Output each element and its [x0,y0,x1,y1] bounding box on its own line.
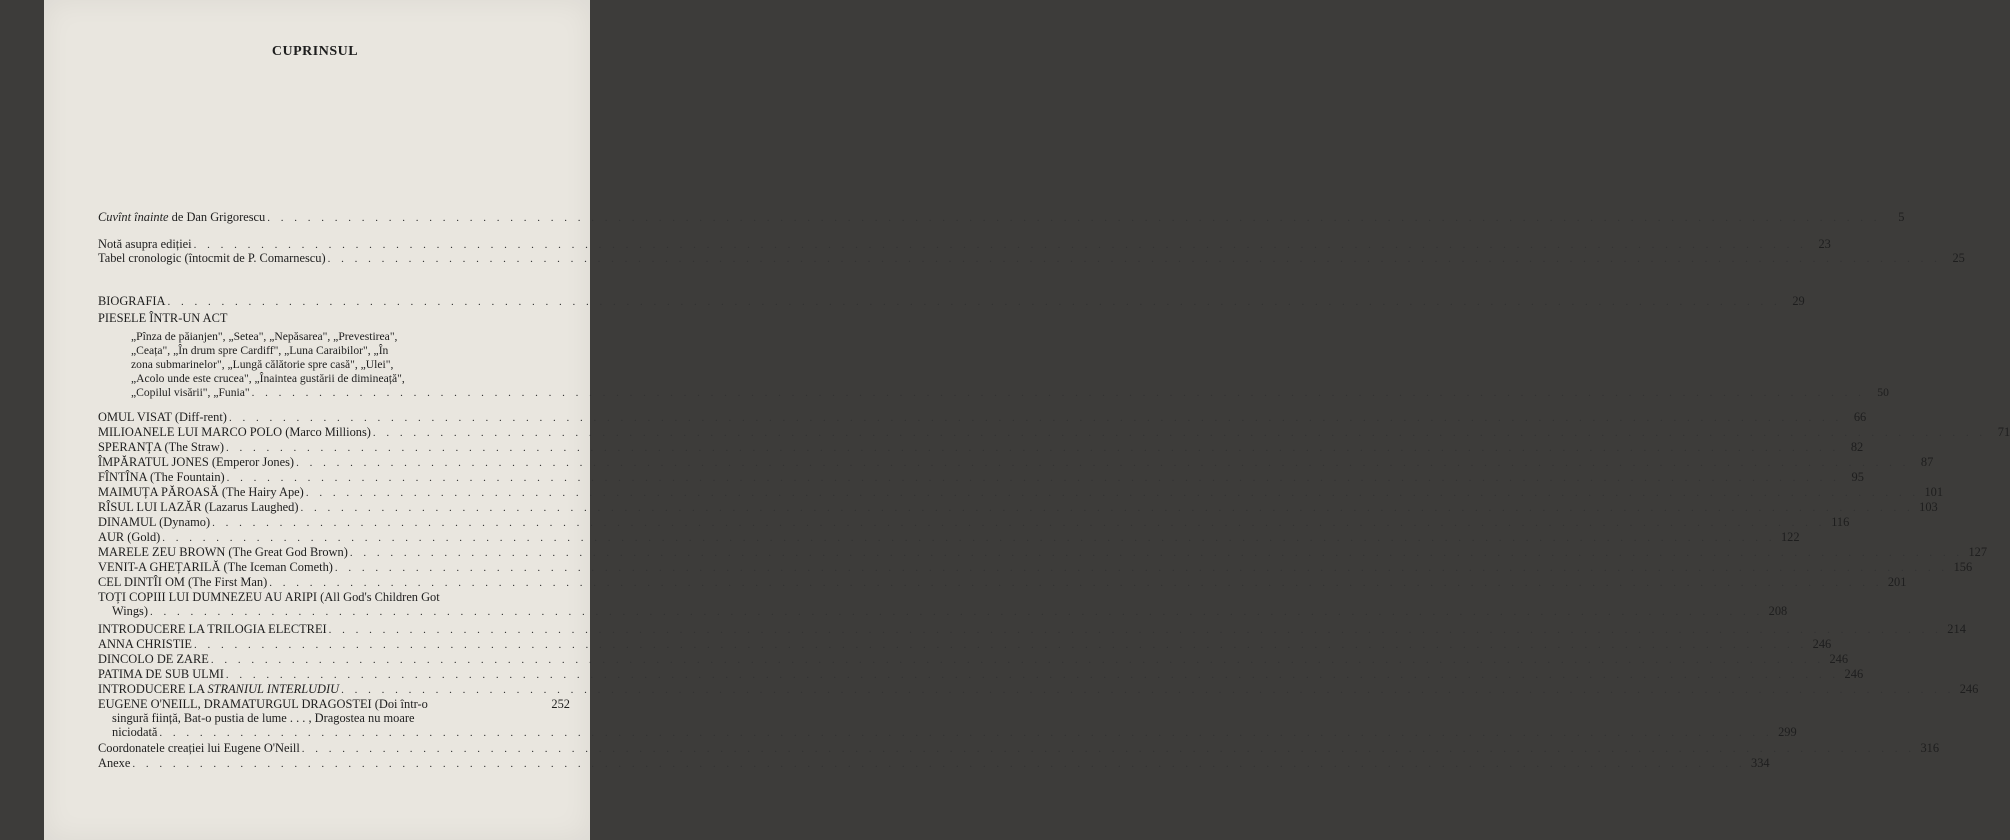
toc-title-part: MILIOANELE LUI MARCO POLO (Marco Millions) [98,425,371,439]
toc-title-part: BIOGRAFIA [98,294,166,308]
page-number: 246 [1829,652,1849,666]
page-number: 122 [1780,530,1800,544]
toc-entry-omul [98,410,1867,425]
toc-title-part: ANNA CHRISTIE [98,637,192,651]
dot-leader: . . . . . . . . . . . . . . . . . . . . . . . . . . . . . . . . . . . . . . . . . . . . . . . . . . . . . . . . . . . . . . . . . . . . . . . . . . . . . . . . . . . . . . . . . . . . . . . . . . . . . . . . . . . . . . . . . . . . . . . . [132,758,1746,770]
toc-title-part: Cuvînt înainte [98,210,169,224]
page-number: 156 [1953,560,1973,574]
toc-title-part: Coordonatele creației lui Eugene O'Neill [98,741,300,755]
toc-entry-cel [98,575,1907,590]
toc-title-part: PATIMA DE SUB ULMI [98,667,224,681]
dot-leader: . . . . . . . . . . . . . . . . . . . . . . . . . . . . . . . . . . . . . . . . . . . . . . . . . . . . . . . . . . . . . . . . . . . . . . . . . . . . . . . . . . . . . . . . . . . . . . . . . . . . . . . . . . . . . . . . . . . . . . . . [372,427,1987,439]
toc-entry-title [98,697,428,711]
page-number: 116 [1831,515,1850,529]
dot-leader: . . . . . . . . . . . . . . . . . . . . . . . . . . . . . . . . . . . . . . . . . . . . . . . . . . . . . . . . . . . . . . . . . . . . . . . . . . . . . . . . . . . . . . . . . . . . . . . . . . . . . . . . . . . . . . . . . . . . . . . . [267,212,1881,224]
dot-leader: . . . . . . . . . . . . . . . . . . . . . . . . . . . . . . . . . . . . . . . . . . . . . . . . . . . . . . . . . . . . . . . . . . . . . . . . . . . . . . . . . . . . . . . . . . . . . . . . . . . . . . . . . . . . . . . . . . . . . . . . [193,239,1807,251]
page-number: 299 [1778,725,1797,739]
page-number: 50 [1877,386,1889,399]
toc-entry-title [98,530,160,544]
page-number: 246 [1959,682,1979,696]
toc-entry-cuvant [98,210,1905,225]
dot-leader: . . . . . . . . . . . . . . . . . . . . . . . . . . . . . . . . . . . . . . . . . . . . . . . . . . . . . . . . . . . . . . . . . . . . . . . . . . . . . . . . . . . . . . . . . . . . . . . . . . . . . . . . . . . . . . . . . . . . . . . . [212,517,1826,529]
dot-leader: . . . . . . . . . . . . . . . . . . . . . . . . . . . . . . . . . . . . . . . . . . . . . . . . . . . . . . . . . . . . . . . . . . . . . . . . . . . . . . . . . . . . . . . . . . . . . . . . . . . . . . . . . . . . . . . . . . . . . . . . [296,457,1910,469]
toc-entry-title [98,311,227,325]
toc-entry-title [98,425,371,439]
toc-entry-venit [98,560,1973,575]
page-number: 101 [1924,485,1944,499]
page-number: 87 [1920,455,1934,469]
page-number: 246 [1812,637,1832,651]
toc-title-part: EUGENE O'NEILL, DRAMATURGUL DRAGOSTEI (Doi într-o [98,697,428,711]
toc-title-part: DINCOLO DE ZARE [98,652,209,666]
toc-entry-coordonatele [98,741,1940,756]
toc-title-part: INTRODUCERE LA TRILOGIA ELECTREI [98,622,327,636]
toc-entry-title [98,251,326,265]
toc-title-part: TOȚI COPIII LUI DUMNEZEU AU ARIPI (All God's Children Got [98,590,440,604]
toc-title-part: CEL DINTÎI OM (The First Man) [98,575,268,589]
toc-entry-dinamul [98,515,1850,530]
dot-leader: . . . . . . . . . . . . . . . . . . . . . . . . . . . . . . . . . . . . . . . . . . . . . . . . . . . . . . . . . . . . . . . . . . . . . . . . . . . . . . . . . . . . . . . . . . . . . . . . . . . . . . . . . . . . . . . . . . . . . . . . [149,606,1764,618]
toc-entry-introducere1 [98,622,1966,637]
toc-title-part: Anexe [98,756,131,770]
toc-entry-biografia [98,294,1805,309]
toc-entry-title [98,575,267,589]
toc-title-part: Tabel cronologic (întocmit de P. Comarnescu) [98,251,326,265]
toc-entry-anna [98,637,1832,652]
dot-leader: . . . . . . . . . . . . . . . . . . . . . . . . . . . . . . . . . . . . . . . . . . . . . . . . . . . . . . . . . . . . . . . . . . . . . . . . . . . . . . . . . . . . . . . . . . . . . . . . . . . . . . . . . . . . . . . . . . . . . . . . [193,639,1808,651]
toc-entry-piesele [98,311,570,325]
page-number: 208 [1768,604,1788,618]
toc-entry-title [98,410,227,424]
toc-title-part: FÎNTÎNA (The Fountain) [98,470,225,484]
toc-entry-continuation: „Copilul visării", „Funia" [131,386,250,399]
dot-leader: . . . . . . . . . . . . . . . . . . . . . . . . . . . . . . . . . . . . . . . . . . . . . . . . . . . . . . . . . . . . . . . . . . . . . . . . . . . . . . . . . . . . . . . . . . . . . . . . . . . . . . . . . . . . . . . . . . . . . . . . [341,684,1955,696]
dot-leader: . . . . . . . . . . . . . . . . . . . . . . . . . . . . . . . . . . . . . . . . . . . . . . . . . . . . . . . . . . . . . . . . . . . . . . . . . . . . . . . . . . . . . . . . . . . . . . . . . . . . . . . . . . . . . . . . . . . . . . . . [228,412,1843,424]
toc-entry-toti [98,590,1788,619]
toc-entry-continuation: „Ceața", „În drum spre Cardiff", „Luna Caraibilor", „În [131,344,389,357]
page-number: 246 [1844,667,1864,681]
dot-leader: . . . . . . . . . . . . . . . . . . . . . . . . . . . . . . . . . . . . . . . . . . . . . . . . . . . . . . . . . . . . . . . . . . . . . . . . . . . . . . . . . . . . . . . . . . . . . . . . . . . . . . . . . . . . . . . . . . . . . . . . [349,547,1964,559]
dot-leader: . . . . . . . . . . . . . . . . . . . . . . . . . . . . . . . . . . . . . . . . . . . . . . . . . . . . . . . . . . . . . . . . . . . . . . . . . . . . . . . . . . . . . . . . . . . . . . . . . . . . . . . . . . . . . . . . . . . . . . . . [251,387,1865,399]
toc-entry-title [98,756,130,770]
page-number: 23 [1818,237,1831,251]
toc-entry-eugene [98,697,1797,740]
toc-title-part: OMUL VISAT (Diff-rent) [98,410,227,424]
page-number: 5 [1898,210,1905,224]
toc-entry-title [98,515,210,529]
toc-title-part: DINAMUL (Dynamo) [98,515,211,529]
toc-entry-title [98,667,224,681]
toc-entry-introducere2 [98,682,1979,697]
toc-entry-aur [98,530,1800,545]
page-title: CUPRINSUL [271,44,359,59]
dot-leader: . . . . . . . . . . . . . . . . . . . . . . . . . . . . . . . . . . . . . . . . . . . . . . . . . . . . . . . . . . . . . . . . . . . . . . . . . . . . . . . . . . . . . . . . . . . . . . . . . . . . . . . . . . . . . . . . . . . . . . . . [167,296,1781,308]
toc-entry-title [98,294,165,308]
toc-entry-risul [98,500,1938,515]
page-number: 201 [1887,575,1907,589]
toc-title-part: MARELE ZEU BROWN (The Great God Brown) [98,545,348,559]
dot-leader: . . . . . . . . . . . . . . . . . . . . . . . . . . . . . . . . . . . . . . . . . . . . . . . . . . . . . . . . . . . . . . . . . . . . . . . . . . . . . . . . . . . . . . . . . . . . . . . . . . . . . . . . . . . . . . . . . . . . . . . . [225,442,1840,454]
dot-leader: . . . . . . . . . . . . . . . . . . . . . . . . . . . . . . . . . . . . . . . . . . . . . . . . . . . . . . . . . . . . . . . . . . . . . . . . . . . . . . . . . . . . . . . . . . . . . . . . . . . . . . . . . . . . . . . . . . . . . . . . [334,562,1949,574]
page-number: 82 [1850,440,1864,454]
toc-entry-marele [98,545,1988,560]
toc-entry-title [98,237,192,251]
toc-entry-title [98,682,339,696]
toc-entry-title [98,590,440,604]
page-number: 316 [1920,741,1940,755]
dot-leader: . . . . . . . . . . . . . . . . . . . . . . . . . . . . . . . . . . . . . . . . . . . . . . . . . . . . . . . . . . . . . . . . . . . . . . . . . . . . . . . . . . . . . . . . . . . . . . . . . . . . . . . . . . . . . . . . . . . . . . . . [300,502,1914,514]
toc-entry-title [98,210,265,224]
toc-entry-title [98,622,327,636]
toc-entry-milioanele [98,425,2010,440]
toc-entry-title [98,500,298,514]
toc-title-part: de Dan Grigorescu [168,210,266,224]
toc-entry-anexe [98,756,1770,771]
dot-leader: . . . . . . . . . . . . . . . . . . . . . . . . . . . . . . . . . . . . . . . . . . . . . . . . . . . . . . . . . . . . . . . . . . . . . . . . . . . . . . . . . . . . . . . . . . . . . . . . . . . . . . . . . . . . . . . . . . . . . . . . [159,727,1773,739]
dot-leader: . . . . . . . . . . . . . . . . . . . . . . . . . . . . . . . . . . . . . . . . . . . . . . . . . . . . . . . . . . . . . . . . . . . . . . . . . . . . . . . . . . . . . . . . . . . . . . . . . . . . . . . . . . . . . . . . . . . . . . . . [210,654,1825,666]
dot-leader: . . . . . . . . . . . . . . . . . . . . . . . . . . . . . . . . . . . . . . . . . . . . . . . . . . . . . . . . . . . . . . . . . . . . . . . . . . . . . . . . . . . . . . . . . . . . . . . . . . . . . . . . . . . . . . . . . . . . . . . . [269,577,1883,589]
toc-entry-title [98,637,192,651]
toc-title-part: Notă asupra ediției [98,237,192,251]
toc-entry-title [131,330,397,344]
page-number: 71 [1997,425,2010,439]
toc-title-part: VENIT-A GHEȚARILĂ (The Iceman Cometh) [98,560,333,574]
dot-leader: . . . . . . . . . . . . . . . . . . . . . . . . . . . . . . . . . . . . . . . . . . . . . . . . . . . . . . . . . . . . . . . . . . . . . . . . . . . . . . . . . . . . . . . . . . . . . . . . . . . . . . . . . . . . . . . . . . . . . . . . [305,487,1920,499]
toc-title-part: STRANIUL INTERLUDIU [207,682,340,696]
toc-title-part: PIESELE ÎNTR-UN ACT [98,311,228,325]
page-number: 95 [1851,470,1864,484]
toc-entry-continuation: zona submarinelor", „Lungă călătorie spre casă", „Ulei", [131,358,394,371]
toc-title-part: ÎMPĂRATUL JONES (Emperor Jones) [98,455,295,469]
toc-entry-patima [98,667,1864,682]
toc-entry-title [98,741,300,755]
toc-entry-speranta [98,440,1864,455]
toc-entry-title [98,470,225,484]
toc-title-part: MAIMUȚA PĂROASĂ (The Hairy Ape) [98,485,304,499]
page-number: 214 [1947,622,1966,636]
dot-leader: . . . . . . . . . . . . . . . . . . . . . . . . . . . . . . . . . . . . . . . . . . . . . . . . . . . . . . . . . . . . . . . . . . . . . . . . . . . . . . . . . . . . . . . . . . . . . . . . . . . . . . . . . . . . . . . . . . . . . . . . [226,472,1840,484]
toc-title-part: „Pînza de păianjen", „Setea", „Nepăsarea", „Prevestirea", [131,330,398,343]
dot-leader: . . . . . . . . . . . . . . . . . . . . . . . . . . . . . . . . . . . . . . . . . . . . . . . . . . . . . . . . . . . . . . . . . . . . . . . . . . . . . . . . . . . . . . . . . . . . . . . . . . . . . . . . . . . . . . . . . . . . . . . . [225,669,1840,681]
dot-leader: . . . . . . . . . . . . . . . . . . . . . . . . . . . . . . . . . . . . . . . . . . . . . . . . . . . . . . . . . . . . . . . . . . . . . . . . . . . . . . . . . . . . . . . . . . . . . . . . . . . . . . . . . . . . . . . . . . . . . . . . [162,532,1776,544]
toc-entry-tabel [98,251,1965,266]
toc-entry-fintina [98,470,1864,485]
page-number: 25 [1952,251,1965,265]
page-number: 252 [551,697,570,711]
page-number: 103 [1919,500,1938,514]
toc-entry-nota [98,237,1831,252]
dot-leader: . . . . . . . . . . . . . . . . . . . . . . . . . . . . . . . . . . . . . . . . . . . . . . . . . . . . . . . . . . . . . . . . . . . . . . . . . . . . . . . . . . . . . . . . . . . . . . . . . . . . . . . . . . . . . . . . . . . . . . . . [301,743,1916,755]
toc-entry-continuation: Wings) [112,604,148,618]
toc-title-part: RÎSUL LUI LAZĂR (Lazarus Laughed) [98,500,299,514]
toc-entry-continuation: „Acolo unde este crucea", „Înaintea gustării de dimineață", [131,372,405,385]
toc-entry-imparatul [98,455,1934,470]
page-number: 66 [1853,410,1867,424]
toc-entry-continuation: niciodată [112,725,158,739]
toc-entry-title [98,485,304,499]
toc-title-part: SPERANȚA (The Straw) [98,440,224,454]
toc-entry-piese-list [131,330,1889,400]
page-number: 127 [1968,545,1988,559]
toc-entry-title [98,545,348,559]
page-number: 334 [1751,756,1770,770]
toc-entry-title [98,560,333,574]
toc-entry-dincolo [98,652,1849,667]
toc-entry-maimuta [98,485,1944,500]
toc-title-part: INTRODUCERE LA [98,682,208,696]
toc-entry-continuation: singură ființă, Bat-o pustia de lume . . . , Dragostea nu moare [112,711,415,725]
toc-entry-title [98,652,209,666]
toc-entry-title [98,440,224,454]
toc-title-part: AUR (Gold) [98,530,161,544]
dot-leader: . . . . . . . . . . . . . . . . . . . . . . . . . . . . . . . . . . . . . . . . . . . . . . . . . . . . . . . . . . . . . . . . . . . . . . . . . . . . . . . . . . . . . . . . . . . . . . . . . . . . . . . . . . . . . . . . . . . . . . . . [327,253,1941,265]
page-number: 29 [1792,294,1805,308]
toc-entry-title [98,455,294,469]
dot-leader: . . . . . . . . . . . . . . . . . . . . . . . . . . . . . . . . . . . . . . . . . . . . . . . . . . . . . . . . . . . . . . . . . . . . . . . . . . . . . . . . . . . . . . . . . . . . . . . . . . . . . . . . . . . . . . . . . . . . . . . . [328,624,1942,636]
